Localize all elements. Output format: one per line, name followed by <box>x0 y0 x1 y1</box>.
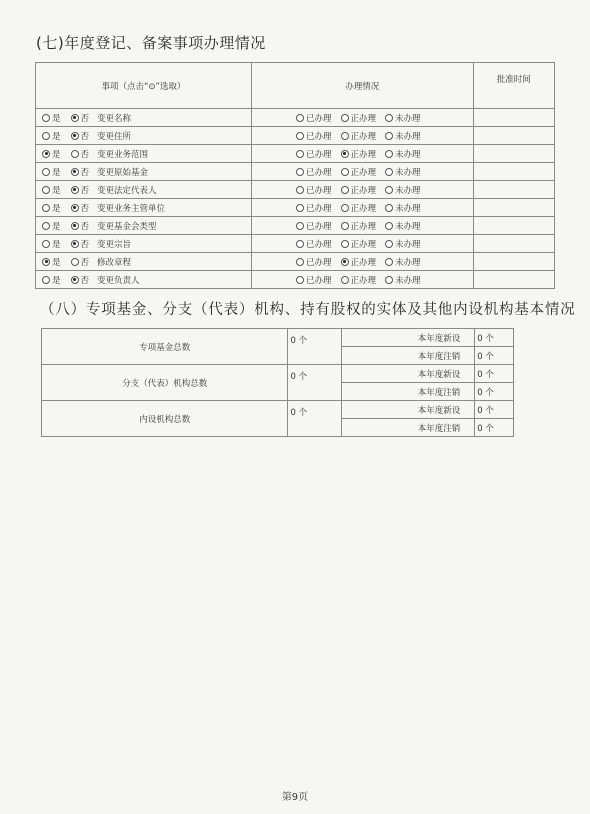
status-2-label: 未办理 <box>395 113 421 124</box>
status-2-label: 未办理 <box>395 257 421 268</box>
no-radio[interactable] <box>71 222 79 230</box>
time-cell[interactable] <box>473 271 554 289</box>
yes-option[interactable] <box>42 166 61 178</box>
group-total: 0 个 <box>288 401 342 437</box>
no-label: 否 <box>80 131 90 142</box>
status-2-option[interactable] <box>385 220 421 232</box>
cancel-value: 0 个 <box>475 383 514 401</box>
status-2-radio[interactable] <box>385 258 393 266</box>
status-0-radio[interactable] <box>296 204 304 212</box>
status-cell <box>252 181 474 199</box>
item-name: 变更负责人 <box>97 275 140 286</box>
status-0-label: 已办理 <box>306 167 332 178</box>
status-2-radio[interactable] <box>385 222 393 230</box>
status-choice <box>252 238 473 250</box>
group-row <box>42 365 514 383</box>
status-1-radio[interactable] <box>341 168 349 176</box>
no-option[interactable] <box>71 112 90 124</box>
status-cell <box>252 145 474 163</box>
no-label: 否 <box>80 149 90 160</box>
yes-option[interactable] <box>42 238 61 250</box>
table-row <box>36 235 555 253</box>
yes-option[interactable] <box>42 184 61 196</box>
status-2-radio[interactable] <box>385 186 393 194</box>
status-1-radio[interactable] <box>341 258 349 266</box>
status-2-option[interactable] <box>385 148 421 160</box>
yes-label: 是 <box>52 275 61 286</box>
status-0-option[interactable] <box>296 202 332 214</box>
status-1-label: 正办理 <box>350 257 377 268</box>
cancel-label: 本年度注销 <box>342 383 475 401</box>
yes-radio[interactable] <box>42 222 50 230</box>
yes-radio[interactable] <box>42 276 50 284</box>
status-2-radio[interactable] <box>385 240 393 248</box>
no-radio[interactable] <box>71 276 79 284</box>
status-1-label: 正办理 <box>350 149 377 160</box>
item-choice <box>36 112 251 124</box>
group-total: 0 个 <box>288 365 342 401</box>
status-0-radio[interactable] <box>296 240 304 248</box>
no-option[interactable] <box>71 148 90 160</box>
time-cell[interactable] <box>473 145 554 163</box>
item-choice <box>36 274 251 286</box>
no-label: 否 <box>80 257 90 268</box>
yes-label: 是 <box>52 239 61 250</box>
no-label: 否 <box>80 275 90 286</box>
table-row <box>36 217 555 235</box>
no-radio[interactable] <box>71 258 79 266</box>
status-choice <box>252 220 473 232</box>
status-2-label: 未办理 <box>395 203 421 214</box>
no-label: 否 <box>80 185 90 196</box>
no-option[interactable] <box>71 256 90 268</box>
status-0-label: 已办理 <box>306 185 332 196</box>
status-0-label: 已办理 <box>306 257 332 268</box>
status-0-label: 已办理 <box>306 113 332 124</box>
new-value: 0 个 <box>475 329 514 347</box>
yes-radio[interactable] <box>42 114 50 122</box>
no-option[interactable] <box>71 238 90 250</box>
cancel-label: 本年度注销 <box>342 347 475 365</box>
no-option[interactable] <box>71 184 90 196</box>
status-2-radio[interactable] <box>385 132 393 140</box>
no-radio[interactable] <box>71 186 79 194</box>
status-choice <box>252 112 473 124</box>
status-cell <box>252 235 474 253</box>
item-cell <box>36 163 252 181</box>
item-cell <box>36 109 252 127</box>
header-status: 办理情况 <box>252 63 474 109</box>
item-name: 变更法定代表人 <box>97 185 157 196</box>
cancel-value: 0 个 <box>475 347 514 365</box>
yes-option[interactable] <box>42 220 61 232</box>
no-label: 否 <box>80 203 90 214</box>
item-choice <box>36 256 251 268</box>
status-2-label: 未办理 <box>395 185 421 196</box>
cancel-value: 0 个 <box>475 419 514 437</box>
status-0-label: 已办理 <box>306 131 332 142</box>
status-0-option[interactable] <box>296 220 332 232</box>
yes-option[interactable] <box>42 256 61 268</box>
group-total: 0 个 <box>288 329 342 365</box>
new-value: 0 个 <box>475 365 514 383</box>
item-cell <box>36 253 252 271</box>
yes-radio[interactable] <box>42 186 50 194</box>
item-name: 修改章程 <box>97 257 132 268</box>
status-2-label: 未办理 <box>395 149 421 160</box>
status-cell <box>252 217 474 235</box>
status-2-option[interactable] <box>385 130 421 142</box>
table-row <box>36 271 555 289</box>
status-1-radio[interactable] <box>341 204 349 212</box>
status-choice <box>252 130 473 142</box>
item-cell <box>36 271 252 289</box>
item-name: 变更原始基金 <box>97 167 149 178</box>
status-2-label: 未办理 <box>395 239 421 250</box>
item-choice <box>36 148 251 160</box>
item-cell <box>36 181 252 199</box>
no-label: 否 <box>80 167 90 178</box>
table-row <box>36 163 555 181</box>
item-cell <box>36 127 252 145</box>
table-row <box>36 145 555 163</box>
status-1-option[interactable] <box>341 256 377 268</box>
status-2-option[interactable] <box>385 202 421 214</box>
status-choice <box>252 274 473 286</box>
status-0-radio[interactable] <box>296 276 304 284</box>
group-name: 内设机构总数 <box>42 401 288 437</box>
cancel-label: 本年度注销 <box>342 419 475 437</box>
group-row <box>42 329 514 347</box>
status-1-label: 正办理 <box>350 113 377 124</box>
group-name: 专项基金总数 <box>42 329 288 365</box>
no-option[interactable] <box>71 166 90 178</box>
table-row <box>36 127 555 145</box>
status-cell <box>252 109 474 127</box>
yes-option[interactable] <box>42 274 61 286</box>
status-1-label: 正办理 <box>350 167 377 178</box>
new-label: 本年度新设 <box>342 401 475 419</box>
table-row <box>36 109 555 127</box>
status-2-label: 未办理 <box>395 167 421 178</box>
status-2-radio[interactable] <box>385 204 393 212</box>
status-1-option[interactable] <box>341 220 377 232</box>
status-1-option[interactable] <box>341 166 377 178</box>
new-label: 本年度新设 <box>342 329 475 347</box>
yes-radio[interactable] <box>42 132 50 140</box>
status-2-label: 未办理 <box>395 221 421 232</box>
yes-option[interactable] <box>42 130 61 142</box>
item-name: 变更业务范围 <box>97 149 149 160</box>
status-1-label: 正办理 <box>350 221 377 232</box>
item-name: 变更名称 <box>97 113 132 124</box>
status-1-radio[interactable] <box>341 114 349 122</box>
status-choice <box>252 148 473 160</box>
registration-items-table <box>35 62 555 289</box>
time-cell[interactable] <box>473 163 554 181</box>
yes-option[interactable] <box>42 202 61 214</box>
status-0-label: 已办理 <box>306 203 332 214</box>
item-name: 变更宗旨 <box>97 239 132 250</box>
status-0-option[interactable] <box>296 148 332 160</box>
no-radio[interactable] <box>71 132 79 140</box>
status-choice <box>252 184 473 196</box>
section7-title: (七)年度登记、备案事项办理情况 <box>36 34 266 52</box>
table-row <box>36 181 555 199</box>
status-0-option[interactable] <box>296 256 332 268</box>
no-label: 否 <box>80 221 90 232</box>
status-0-option[interactable] <box>296 130 332 142</box>
yes-label: 是 <box>52 131 61 142</box>
status-1-radio[interactable] <box>341 150 349 158</box>
status-1-label: 正办理 <box>350 131 377 142</box>
status-1-label: 正办理 <box>350 239 377 250</box>
item-choice <box>36 238 251 250</box>
status-2-label: 未办理 <box>395 275 421 286</box>
status-choice <box>252 166 473 178</box>
yes-label: 是 <box>52 203 61 214</box>
no-radio[interactable] <box>71 240 79 248</box>
new-value: 0 个 <box>475 401 514 419</box>
status-0-label: 已办理 <box>306 221 332 232</box>
item-choice <box>36 202 251 214</box>
status-1-option[interactable] <box>341 112 377 124</box>
item-name: 变更基金会类型 <box>97 221 157 232</box>
header-time: 批准时间 <box>473 63 554 109</box>
status-cell <box>252 163 474 181</box>
page-number: 第9页 <box>281 792 309 803</box>
status-0-radio[interactable] <box>296 132 304 140</box>
no-option[interactable] <box>71 202 90 214</box>
status-0-option[interactable] <box>296 274 332 286</box>
status-2-radio[interactable] <box>385 168 393 176</box>
header-item: 事项（点击“⊙”选取） <box>36 63 252 109</box>
time-cell[interactable] <box>473 181 554 199</box>
no-option[interactable] <box>71 274 90 286</box>
status-2-option[interactable] <box>385 112 421 124</box>
yes-label: 是 <box>52 257 61 268</box>
status-0-radio[interactable] <box>296 186 304 194</box>
status-2-option[interactable] <box>385 256 421 268</box>
status-1-option[interactable] <box>341 130 377 142</box>
status-1-radio[interactable] <box>341 276 349 284</box>
status-1-radio[interactable] <box>341 186 349 194</box>
yes-radio[interactable] <box>42 240 50 248</box>
yes-radio[interactable] <box>42 150 50 158</box>
item-choice <box>36 184 251 196</box>
time-cell[interactable] <box>473 235 554 253</box>
item-name: 变更住所 <box>97 131 132 142</box>
yes-radio[interactable] <box>42 168 50 176</box>
status-1-radio[interactable] <box>341 132 349 140</box>
status-1-option[interactable] <box>341 238 377 250</box>
status-1-radio[interactable] <box>341 222 349 230</box>
status-2-radio[interactable] <box>385 114 393 122</box>
status-choice <box>252 202 473 214</box>
no-label: 否 <box>80 239 90 250</box>
section8-title: （八）专项基金、分支（代表）机构、持有股权的实体及其他内设机构基本情况 <box>40 302 576 318</box>
yes-label: 是 <box>52 185 61 196</box>
status-1-option[interactable] <box>341 274 377 286</box>
no-radio[interactable] <box>71 168 79 176</box>
yes-label: 是 <box>52 113 61 124</box>
status-0-label: 已办理 <box>306 239 332 250</box>
status-0-label: 已办理 <box>306 275 332 286</box>
status-2-option[interactable] <box>385 166 421 178</box>
yes-radio[interactable] <box>42 204 50 212</box>
institutions-table <box>41 328 514 437</box>
table-row <box>36 253 555 271</box>
status-2-radio[interactable] <box>385 150 393 158</box>
yes-option[interactable] <box>42 112 61 124</box>
status-2-option[interactable] <box>385 184 421 196</box>
status-0-label: 已办理 <box>306 149 332 160</box>
table-row <box>36 199 555 217</box>
status-cell <box>252 127 474 145</box>
no-radio[interactable] <box>71 114 79 122</box>
status-cell <box>252 253 474 271</box>
time-cell[interactable] <box>473 199 554 217</box>
group-name: 分支（代表）机构总数 <box>42 365 288 401</box>
status-1-radio[interactable] <box>341 240 349 248</box>
yes-radio[interactable] <box>42 258 50 266</box>
status-choice <box>252 256 473 268</box>
item-cell <box>36 235 252 253</box>
item-choice <box>36 220 251 232</box>
status-2-radio[interactable] <box>385 276 393 284</box>
new-label: 本年度新设 <box>342 365 475 383</box>
status-2-option[interactable] <box>385 238 421 250</box>
time-cell[interactable] <box>473 253 554 271</box>
status-cell <box>252 271 474 289</box>
yes-label: 是 <box>52 149 61 160</box>
status-1-option[interactable] <box>341 184 377 196</box>
time-cell[interactable] <box>473 109 554 127</box>
status-0-option[interactable] <box>296 184 332 196</box>
no-option[interactable] <box>71 220 90 232</box>
time-cell[interactable] <box>473 127 554 145</box>
status-cell <box>252 199 474 217</box>
status-2-label: 未办理 <box>395 131 421 142</box>
status-1-label: 正办理 <box>350 275 377 286</box>
item-choice <box>36 130 251 142</box>
status-0-radio[interactable] <box>296 168 304 176</box>
status-1-label: 正办理 <box>350 203 377 214</box>
item-choice <box>36 166 251 178</box>
no-radio[interactable] <box>71 150 79 158</box>
status-1-option[interactable] <box>341 148 377 160</box>
status-0-radio[interactable] <box>296 258 304 266</box>
no-option[interactable] <box>71 130 90 142</box>
group-row <box>42 401 514 419</box>
yes-option[interactable] <box>42 148 61 160</box>
status-0-option[interactable] <box>296 112 332 124</box>
status-0-option[interactable] <box>296 238 332 250</box>
table-header-row <box>36 63 555 109</box>
time-cell[interactable] <box>473 217 554 235</box>
item-cell <box>36 145 252 163</box>
status-2-option[interactable] <box>385 274 421 286</box>
status-1-option[interactable] <box>341 202 377 214</box>
item-cell <box>36 217 252 235</box>
no-label: 否 <box>80 113 90 124</box>
status-0-radio[interactable] <box>296 150 304 158</box>
item-cell <box>36 199 252 217</box>
yes-label: 是 <box>52 167 61 178</box>
status-1-label: 正办理 <box>350 185 377 196</box>
no-radio[interactable] <box>71 204 79 212</box>
status-0-radio[interactable] <box>296 222 304 230</box>
status-0-radio[interactable] <box>296 114 304 122</box>
item-name: 变更业务主管单位 <box>97 203 166 214</box>
status-0-option[interactable] <box>296 166 332 178</box>
yes-label: 是 <box>52 221 61 232</box>
